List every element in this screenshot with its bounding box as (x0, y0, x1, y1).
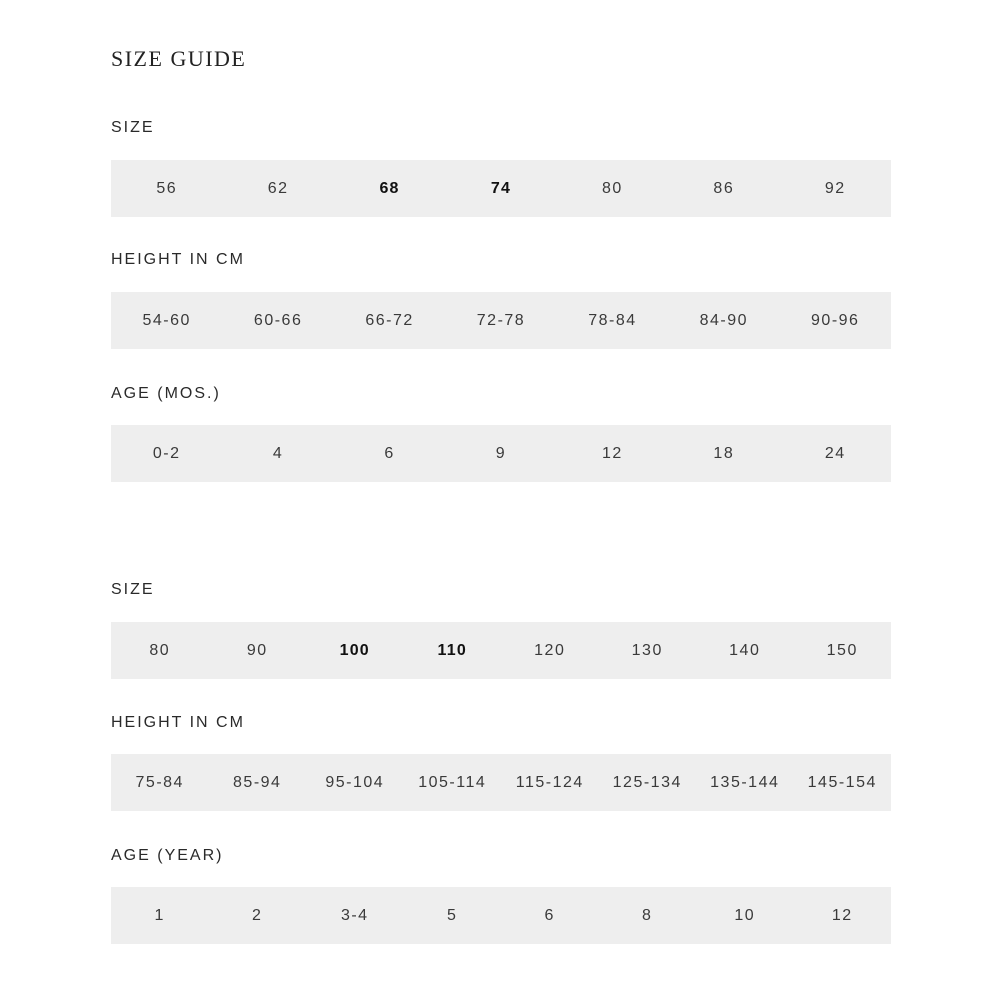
table-cell: 0-2 (152, 444, 181, 462)
table-cell: 56 (156, 179, 178, 197)
table-cell: 84-90 (699, 311, 749, 329)
size-row (111, 622, 891, 679)
table-cell: 5 (447, 906, 458, 924)
table-cell: 6 (544, 906, 555, 924)
table-cell: 120 (534, 641, 566, 659)
age-label: AGE (YEAR) (111, 847, 224, 864)
table-cell: 80 (149, 641, 171, 659)
table-cell: 2 (252, 906, 263, 924)
table-cell: 92 (824, 179, 846, 197)
table-cell: 4 (272, 444, 284, 462)
table-cell: 110 (437, 641, 467, 659)
table-cell: 90 (246, 641, 268, 659)
table-cell: 72-78 (476, 311, 526, 329)
table-cell: 85-94 (233, 773, 282, 791)
size-row (111, 160, 891, 217)
table-cell: 1 (154, 906, 165, 924)
table-cell: 18 (713, 444, 735, 462)
table-cell: 6 (384, 444, 395, 462)
table-cell: 95-104 (325, 773, 385, 791)
table-cell: 105-114 (418, 773, 487, 791)
table-cell: 62 (267, 179, 289, 197)
table-cell: 78-84 (588, 311, 637, 329)
table-cell: 12 (602, 444, 623, 462)
table-cell: 135-144 (710, 773, 780, 791)
height-label: HEIGHT IN CM (111, 714, 245, 731)
size-label: SIZE (111, 119, 155, 136)
table-cell: 60-66 (253, 311, 303, 329)
height-row (111, 292, 891, 349)
table-cell: 86 (713, 179, 735, 197)
size-label: SIZE (111, 581, 155, 598)
table-cell: 145-154 (807, 773, 877, 791)
table-cell: 8 (642, 906, 653, 924)
page-title: SIZE GUIDE (111, 46, 247, 71)
age-row (111, 425, 891, 482)
table-cell: 80 (602, 179, 623, 197)
table-cell: 12 (831, 906, 853, 924)
age-row (111, 887, 891, 944)
table-cell: 115-124 (515, 773, 584, 791)
table-cell: 74 (490, 179, 512, 197)
table-cell: 150 (826, 641, 858, 659)
table-cell: 130 (631, 641, 663, 659)
table-cell: 68 (379, 179, 400, 197)
table-cell: 75-84 (135, 773, 184, 791)
table-cell: 10 (734, 906, 756, 924)
table-cell: 100 (339, 641, 370, 659)
table-cell: 66-72 (365, 311, 414, 329)
table-cell: 90-96 (811, 311, 860, 329)
table-cell: 24 (824, 444, 846, 462)
height-row (111, 754, 891, 811)
table-cell: 54-60 (142, 311, 191, 329)
table-cell: 125-134 (612, 773, 682, 791)
table-cell: 9 (495, 444, 507, 462)
table-cell: 3-4 (340, 906, 369, 924)
table-cell: 140 (729, 641, 761, 659)
age-label: AGE (MOS.) (111, 385, 221, 402)
height-label: HEIGHT IN CM (111, 251, 245, 268)
